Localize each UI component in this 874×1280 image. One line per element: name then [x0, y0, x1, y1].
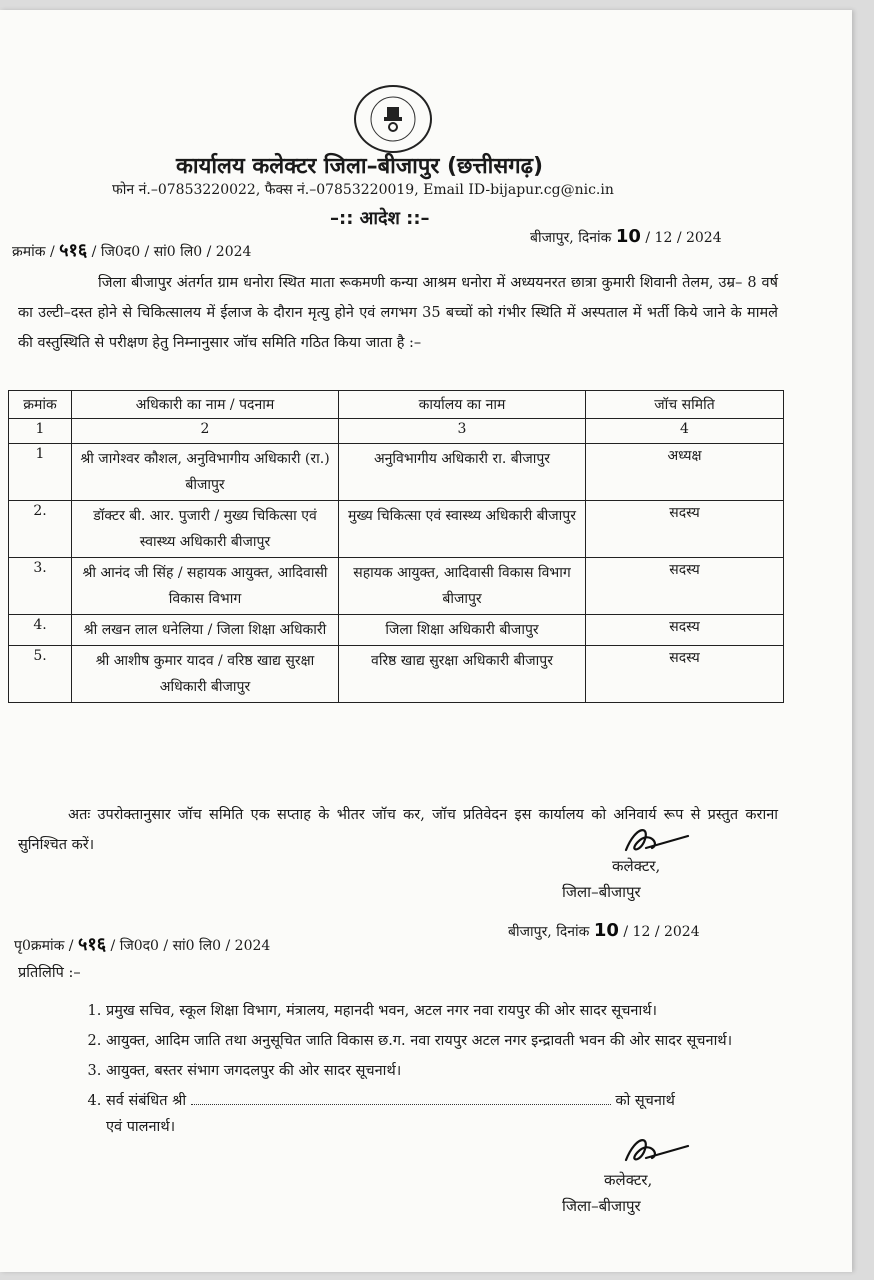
copy-date: बीजापुर, दिनांक 10 / 12 / 2024 — [508, 920, 700, 941]
table-header: कार्यालय का नाम — [339, 391, 586, 419]
table-header-row — [9, 391, 784, 419]
table-row: 5. श्री आशीष कुमार यादव / वरिष्ठ खाद्य सुरक्षा अधिकारी बीजापुर वरिष्ठ खाद्य सुरक्षा अधिकारी बीजापुर सदस्य — [9, 646, 784, 703]
signatory-designation: कलेक्टर, — [604, 1171, 653, 1189]
government-seal-icon — [354, 85, 432, 153]
intro-paragraph: जिला बीजापुर अंतर्गत ग्राम धनोरा स्थित माता रूकमणी कन्या आश्रम धनोरा में अध्ययनरत छात्रा कुमारी शिवानी तेलम, उम्र– 8 वर्ष का उल्टी–दस्त होने से चिकित्सालय में ईलाज के दौरान मृत्यु होने एवं लगभग 35 बच्चों को गंभीर स्थिति में अस्पताल में भर्ती किये जाने के मामले की वस्तुस्थिति से परीक्षण हेतु निम्नानुसार जॉच समिति गठित किया जाता है :– — [18, 275, 778, 351]
column-number-row: 1 2 3 4 — [9, 419, 784, 444]
handwritten-copy-date-day: 10 — [593, 920, 619, 941]
handwritten-date-day: 10 — [615, 226, 641, 247]
copy-reference: पृ0क्रमांक / ५१६ / जि0द0 / सां0 लि0 / 2024 — [14, 934, 271, 955]
list-item: 4. सर्व संबंधित श्री को सूचनार्थ एवं पालनार्थ। — [106, 1088, 776, 1140]
closing-paragraph: अतः उपरोक्तानुसार जॉच समिति एक सप्ताह के भीतर जॉच कर, जॉच प्रतिवेदन इस कार्यालय को अनिवार्य रूप से प्रस्तुत कराना सुनिश्चित करें। — [18, 807, 778, 853]
office-title: कार्यालय कलेक्टर जिला–बीजापुर (छत्तीसगढ़) — [176, 154, 544, 179]
list-item: 1. प्रमुख सचिव, स्कूल शिक्षा विभाग, मंत्रालय, महानदी भवन, अटल नगर नवा रायपुर की ओर सादर सूचनार्थ। — [106, 998, 776, 1024]
table-header: अधिकारी का नाम / पदनाम — [72, 391, 339, 419]
handwritten-copy-number: ५१६ — [77, 934, 107, 955]
table-header: क्रमांक — [9, 391, 72, 419]
table-row: 2. डॉक्टर बी. आर. पुजारी / मुख्य चिकित्सा एवं स्वास्थ्य अधिकारी बीजापुर मुख्य चिकित्सा एवं स्वास्थ्य अधिकारी बीजापुर सदस्य — [9, 501, 784, 558]
order-document — [0, 10, 852, 1272]
signatory-designation: कलेक्टर, — [612, 857, 661, 875]
table-header: जॉच समिति — [586, 391, 784, 419]
blank-line — [191, 1090, 611, 1105]
contact-line: फोन नं.–07853220022, फैक्स नं.–07853220019, Email ID-bijapur.cg@nic.in — [112, 182, 614, 198]
signatory-district: जिला–बीजापुर — [562, 1197, 641, 1215]
copy-to-list — [76, 998, 776, 1144]
copy-to-heading: प्रतिलिपि :– — [18, 965, 81, 981]
inquiry-committee-table — [8, 390, 784, 703]
signatory-district: जिला–बीजापुर — [562, 883, 641, 901]
table-row: 3. श्री आनंद जी सिंह / सहायक आयुक्त, आदिवासी विकास विभाग सहायक आयुक्त, आदिवासी विकास विभाग बीजापुर सदस्य — [9, 558, 784, 615]
order-heading: –:: आदेश ::– — [330, 208, 430, 229]
order-reference: क्रमांक / ५१६ / जि0द0 / सां0 लि0 / 2024 — [12, 240, 252, 261]
table-row: 4. श्री लखन लाल धनेलिया / जिला शिक्षा अधिकारी जिला शिक्षा अधिकारी बीजापुर सदस्य — [9, 615, 784, 646]
handwritten-order-number: ५१६ — [59, 240, 88, 261]
order-date: बीजापुर, दिनांक 10 / 12 / 2024 — [530, 226, 722, 247]
list-item: 2. आयुक्त, आदिम जाति तथा अनुसूचित जाति विकास छ.ग. नवा रायपुर अटल नगर इन्द्रावती भवन की ओर सादर सूचनार्थ। — [106, 1028, 776, 1054]
list-item: 3. आयुक्त, बस्तर संभाग जगदलपुर की ओर सादर सूचनार्थ। — [106, 1058, 776, 1084]
signature-icon — [616, 1130, 696, 1174]
table-row: 1 श्री जागेश्वर कौशल, अनुविभागीय अधिकारी (रा.) बीजापुर अनुविभागीय अधिकारी रा. बीजापुर अध्यक्ष — [9, 444, 784, 501]
